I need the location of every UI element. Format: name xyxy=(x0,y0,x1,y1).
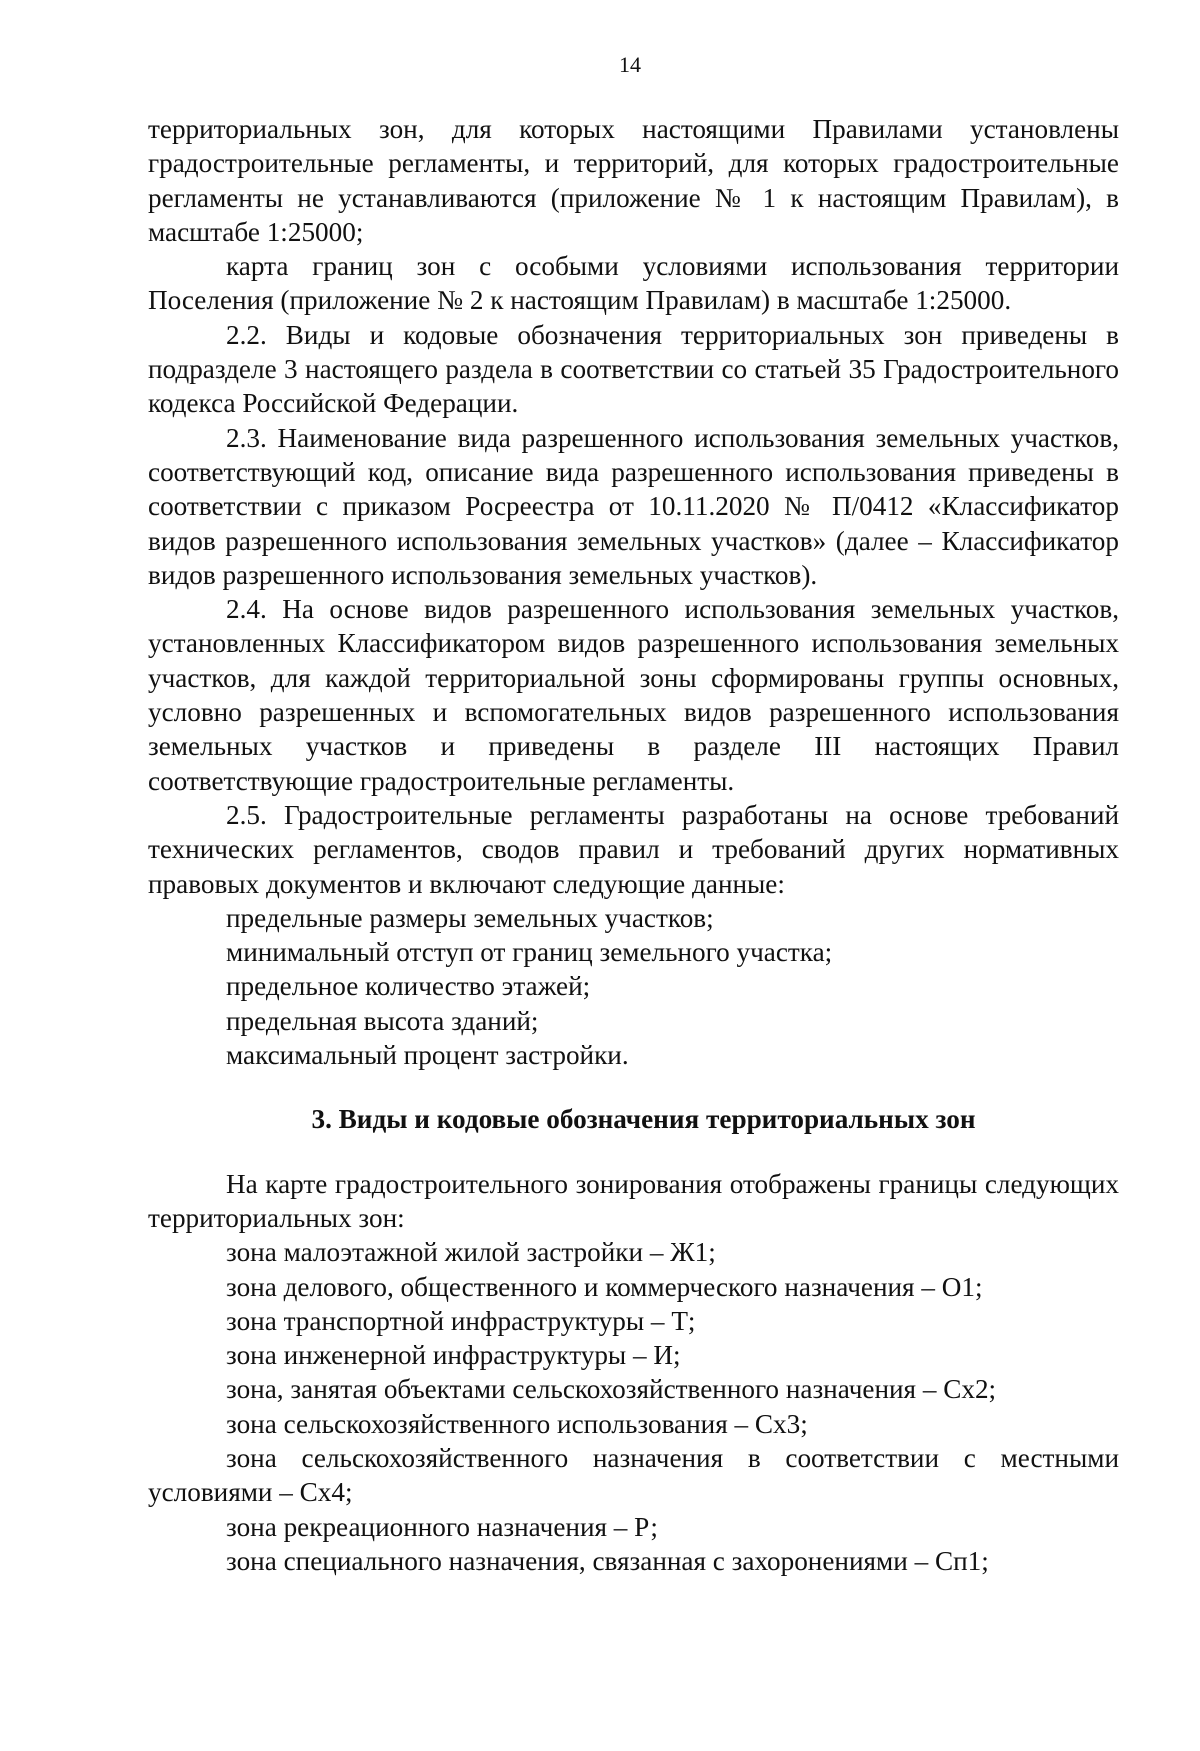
list-item: зона сельскохозяйственного назначения в соответствии с местными условиями – Сх4; xyxy=(148,1442,1119,1508)
list-item: зона инженерной инфраструктуры – И; xyxy=(226,1340,681,1371)
paragraph-2-4: 2.4. На основе видов разрешенного использования земельных участков, установленных Классификатором видов разрешенного использования земельных участков, для каждой территориальной зоны сформированы группы основных, условно разрешенных и вспомогательных видов разрешенного использования земельных участков и приведены в разделе III настоящих Правил соответствующие градостроительные регламенты. xyxy=(148,594,1119,796)
paragraph-2-2: 2.2. Виды и кодовые обозначения территориальных зон приведены в подразделе 3 настоящего раздела в соответствии со статьей 35 Градостроительного кодекса Российской Федерации. xyxy=(148,319,1119,419)
list-item: зона транспортной инфраструктуры – Т; xyxy=(226,1305,696,1336)
paragraph-2-3: 2.3. Наименование вида разрешенного использования земельных участков, соответствующий код, описание вида разрешенного использования приведены в соответствии с приказом Росреестра от 10.11.2020 № П/0412 «Классификатор видов разрешенного использования земельных участков» (далее – Классификатор видов разрешенного использования земельных участков). xyxy=(148,422,1119,590)
list-item: зона делового, общественного и коммерческого назначения – О1; xyxy=(226,1271,983,1302)
list-item: зона малоэтажной жилой застройки – Ж1; xyxy=(226,1237,716,1268)
list-item: зона рекреационного назначения – Р; xyxy=(226,1511,658,1542)
list-item: зона специального назначения, связанная с захоронениями – Сп1; xyxy=(226,1545,989,1576)
zones-list xyxy=(148,1235,1119,1578)
list-item: минимальный отступ от границ земельного участка; xyxy=(226,937,833,968)
document-body xyxy=(148,112,1119,1578)
section-heading: 3. Виды и кодовые обозначения территориальных зон xyxy=(311,1104,976,1135)
list-item: предельные размеры земельных участков; xyxy=(226,902,714,933)
page-number: 14 xyxy=(619,52,641,77)
list-item: предельное количество этажей; xyxy=(226,971,591,1002)
list-item: зона, занятая объектами сельскохозяйственного назначения – Сх2; xyxy=(226,1374,997,1405)
list-item: зона сельскохозяйственного использования – Сх3; xyxy=(226,1408,808,1439)
paragraph-special-conditions-map: карта границ зон с особыми условиями использования территории Поселения (приложение № 2 к настоящим Правилам) в масштабе 1:25000. xyxy=(148,251,1119,316)
list-item: предельная высота зданий; xyxy=(226,1005,539,1036)
section-intro: На карте градостроительного зонирования отображены границы следующих территориальных зон: xyxy=(148,1168,1119,1233)
regulation-items-list xyxy=(148,901,1119,1072)
list-item: максимальный процент застройки. xyxy=(226,1040,629,1071)
paragraph-2-5: 2.5. Градостроительные регламенты разработаны на основе требований технических регламентов, сводов правил и требований других нормативных правовых документов и включают следующие данные: xyxy=(148,799,1119,899)
paragraph-zones-map: территориальных зон, для которых настоящими Правилами установлены градостроительные регламенты, и территорий, для которых градостроительные регламенты не устанавливаются (приложение № 1 к настоящим Правилам), в масштабе 1:25000; xyxy=(148,114,1119,247)
